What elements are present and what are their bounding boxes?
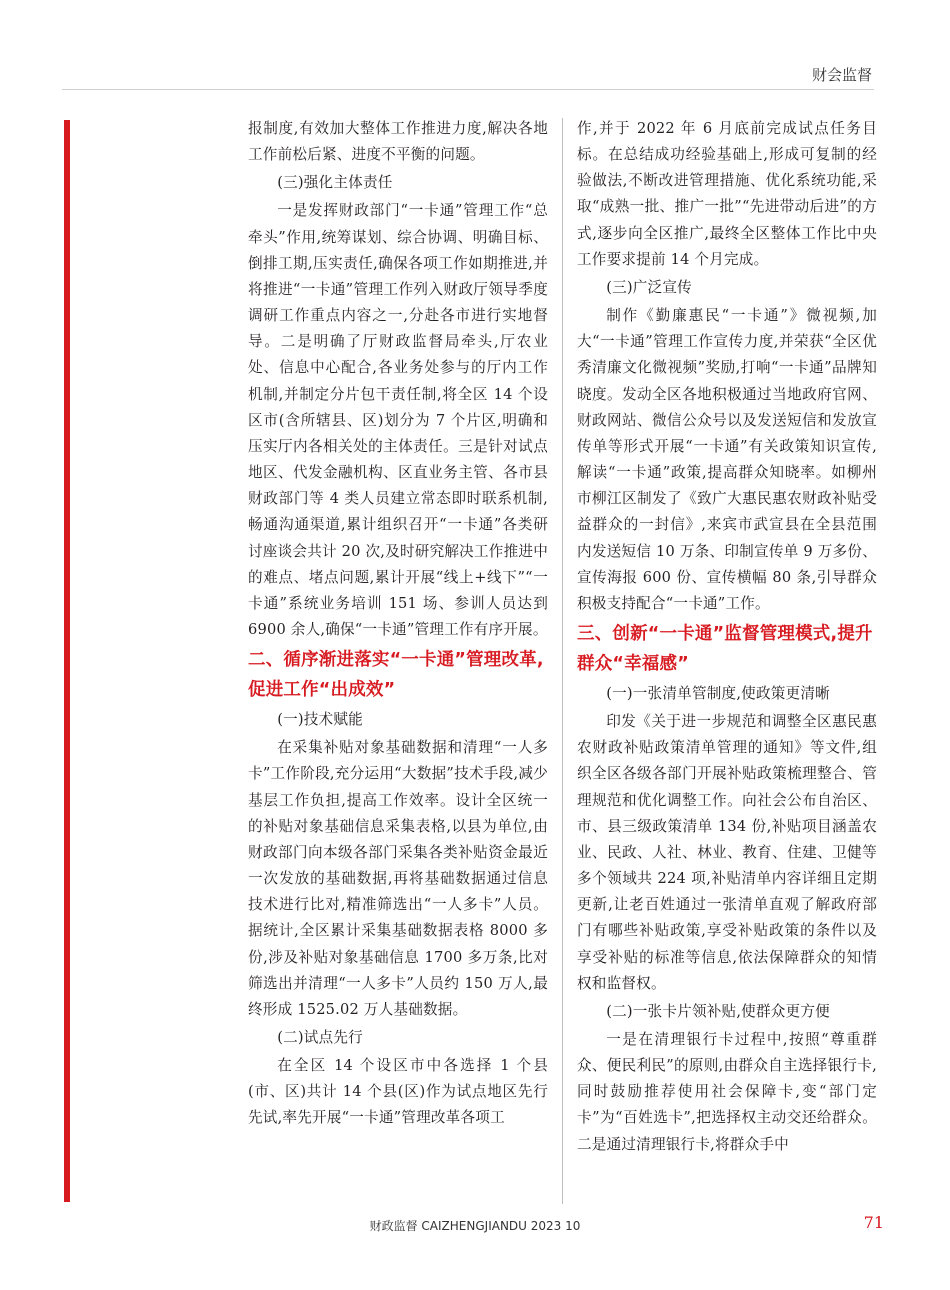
page-number: 71: [863, 1213, 884, 1232]
subheading-strengthen-responsibility: (三)强化主体责任: [277, 174, 393, 192]
subheading-policy-list: (一)一张清单管制度,使政策更清晰: [606, 684, 830, 702]
accent-side-bar: [64, 120, 70, 1202]
subheading-publicity: (三)广泛宣传: [606, 278, 692, 296]
section-heading-2: 二、循序渐进落实“一卡通”管理改革,促进工作“出成效”: [248, 650, 544, 701]
paragraph: 作,并于 2022 年 6 月底前完成试点任务目标。在总结成功经验基础上,形成可复制的经验做法,不断改进管理措施、优化系统功能,采取“成熟一批、推广一批”“先进带动后进”的方式,逐步向全区推广,最终全区整体工作比中央工作要求提前 14 个月完成。: [577, 120, 877, 268]
paragraph: 一是在清理银行卡过程中,按照“尊重群众、便民利民”的原则,由群众自主选择银行卡,同时鼓励推荐使用社会保障卡,变“部门定卡”为“百姓选卡”,把选择权主动交还给群众。二是通过清理银行卡,将群众手中: [577, 1031, 877, 1153]
right-column: [577, 116, 877, 1158]
paragraph: 在采集补贴对象基础数据和清理“一人多卡”工作阶段,充分运用“大数据”技术手段,减少基层工作负担,提高工作效率。设计全区统一的补贴对象基础信息采集表格,以县为单位,由财政部门向本级各部门采集各类补贴资金最近一次发放的基础数据,再将基础数据通过信息技术进行比对,精准筛选出“一人多卡”人员。据统计,全区累计采集基础数据表格 8000 多份,涉及补贴对象基础信息 1700 多万条,比对筛选出并清理“一人多卡”人员约 150 万人,最终形成 1525.02 万人基础数据。: [248, 739, 548, 1018]
footer-journal-info: 财政监督 CAIZHENGJIANDU 2023 10: [369, 1219, 581, 1233]
paragraph: 印发《关于进一步规范和调整全区惠民惠农财政补贴政策清单管理的通知》等文件,组织全区各级各部门开展补贴政策梳理整合、管理规范和优化调整工作。向社会公布自治区、市、县三级政策清单 134 份,补贴项目涵盖农业、民政、人社、林业、教育、住建、卫健等多个领域共 224 项,补贴清单内容详细且定期更新,让老百姓通过一张清单直观了解政府部门有哪些补贴政策,享受补贴政策的条件以及享受补贴的标准等信息,依法保障群众的知情权和监督权。: [577, 713, 877, 992]
left-column: [248, 116, 548, 1132]
paragraph: 制作《勤廉惠民“一卡通”》微视频,加大“一卡通”管理工作宣传力度,并荣获“全区优秀清廉文化微视频”奖励,打响“一卡通”品牌知晓度。发动全区各地积极通过当地政府官网、财政网站、微信公众号以及发送短信和发放宣传单等形式开展“一卡通”有关政策知识宣传,解读“一卡通”政策,提高群众知晓率。如柳州市柳江区制发了《致广大惠民惠农财政补贴受益群众的一封信》,来宾市武宣县在全县范围内发送短信 10 万条、印制宣传单 9 万多份、宣传海报 600 份、宣传横幅 80 条,引导群众积极支持配合“一卡通”工作。: [577, 307, 877, 612]
paragraph: 在全区 14 个设区市中各选择 1 个县(市、区)共计 14 个县(区)作为试点地区先行先试,率先开展“一卡通”管理改革各项工: [248, 1057, 548, 1127]
subheading-pilot-first: (二)试点先行: [277, 1029, 363, 1046]
subheading-tech-empowerment: (一)技术赋能: [277, 711, 363, 729]
running-head: 财会监督: [811, 66, 872, 84]
header-rule: [62, 89, 874, 90]
section-heading-3: 三、创新“一卡通”监督管理模式,提升群众“幸福感”: [577, 623, 873, 674]
subheading-one-card: (二)一张卡片领补贴,使群众更方便: [606, 1002, 830, 1020]
paragraph: 报制度,有效加大整体工作推进力度,解决各地工作前松后紧、进度不平衡的问题。: [248, 120, 548, 164]
paragraph: 一是发挥财政部门“一卡通”管理工作“总牵头”作用,统筹谋划、综合协调、明确目标、倒排工期,压实责任,确保各项工作如期推进,并将推进“一卡通”管理工作列入财政厅领导季度调研工作重点内容之一,分赴各市进行实地督导。二是明确了厅财政监督局牵头,厅农业处、信息中心配合,各业务处参与的厅内工作机制,并制定分片包干责任制,将全区 14 个设区市(含所辖县、区)划分为 7 个片区,明确和压实厅内各相关处的主体责任。三是针对试点地区、代发金融机构、区直业务主管、各市县财政部门等 4 类人员建立常态即时联系机制,畅通沟通渠道,累计组织召开“一卡通”各类研讨座谈会共计 20 次,及时研究解决工作推进中的难点、堵点问题,累计开展“线上+线下”“一卡通”系统业务培训 151 场、参训人员达到 6900 余人,确保“一卡通”管理工作有序开展。: [248, 202, 548, 638]
column-divider: [562, 118, 563, 1204]
